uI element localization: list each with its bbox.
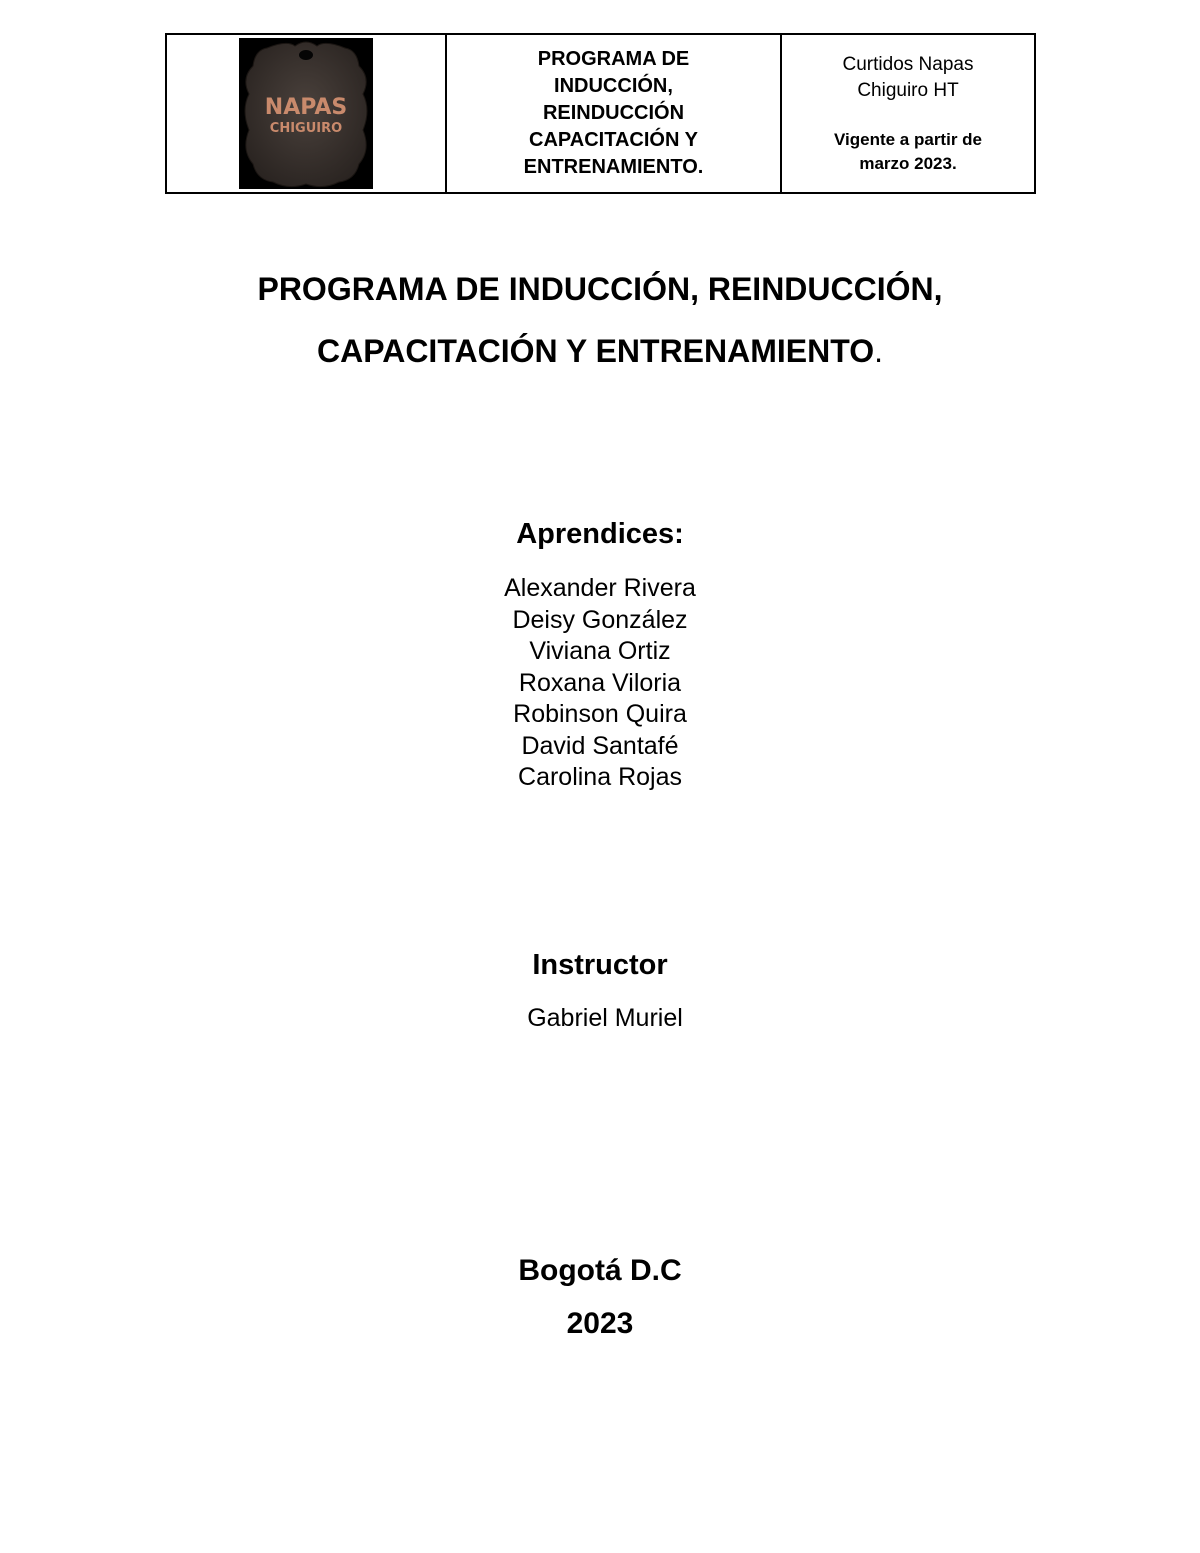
page-title-line-2-text: CAPACITACIÓN Y ENTRENAMIENTO: [317, 333, 875, 369]
apprentice-name: David Santafé: [521, 731, 679, 760]
instructor-heading: Instructor: [532, 949, 668, 981]
logo-text-bottom: CHIGUIRO: [269, 121, 343, 136]
logo-text-top: NAPAS: [264, 95, 348, 120]
apprentice-name: Deisy González: [512, 605, 688, 634]
page-title-line-2: [100, 320, 1100, 382]
header-company-name: Curtidos Napas Chiguiro HT: [842, 53, 974, 101]
header-company-cell: [781, 34, 1035, 193]
page-title-period: .: [874, 333, 883, 369]
instructor-name: Gabriel Muriel: [527, 1004, 683, 1032]
page-title-line-1: PROGRAMA DE INDUCCIÓN, REINDUCCIÓN,: [257, 271, 943, 307]
footer-place: Bogotá D.C: [518, 1254, 682, 1287]
company-logo: [239, 38, 373, 189]
apprentice-name: Alexander Rivera: [504, 574, 696, 602]
apprentice-name: Carolina Rojas: [518, 763, 682, 791]
apprentice-name: Viviana Ortiz: [529, 637, 671, 665]
leather-tag-logo-icon: [239, 38, 373, 189]
apprentice-name: Robinson Quira: [513, 700, 687, 728]
footer-year: 2023: [566, 1307, 634, 1340]
header-title-cell: [446, 34, 781, 193]
header-program-title: PROGRAMA DE INDUCCIÓN, REINDUCCIÓN CAPACITACIÓN Y ENTRENAMIENTO.: [523, 48, 704, 178]
apprentices-heading: Aprendices:: [516, 518, 684, 550]
document-header-table: [165, 33, 1036, 194]
apprentice-list: [300, 573, 900, 794]
header-logo-cell: [166, 34, 446, 193]
apprentice-name: Roxana Viloria: [518, 668, 682, 697]
page-title: [100, 258, 1100, 382]
header-valid-from: Vigente a partir de marzo 2023.: [833, 129, 982, 173]
